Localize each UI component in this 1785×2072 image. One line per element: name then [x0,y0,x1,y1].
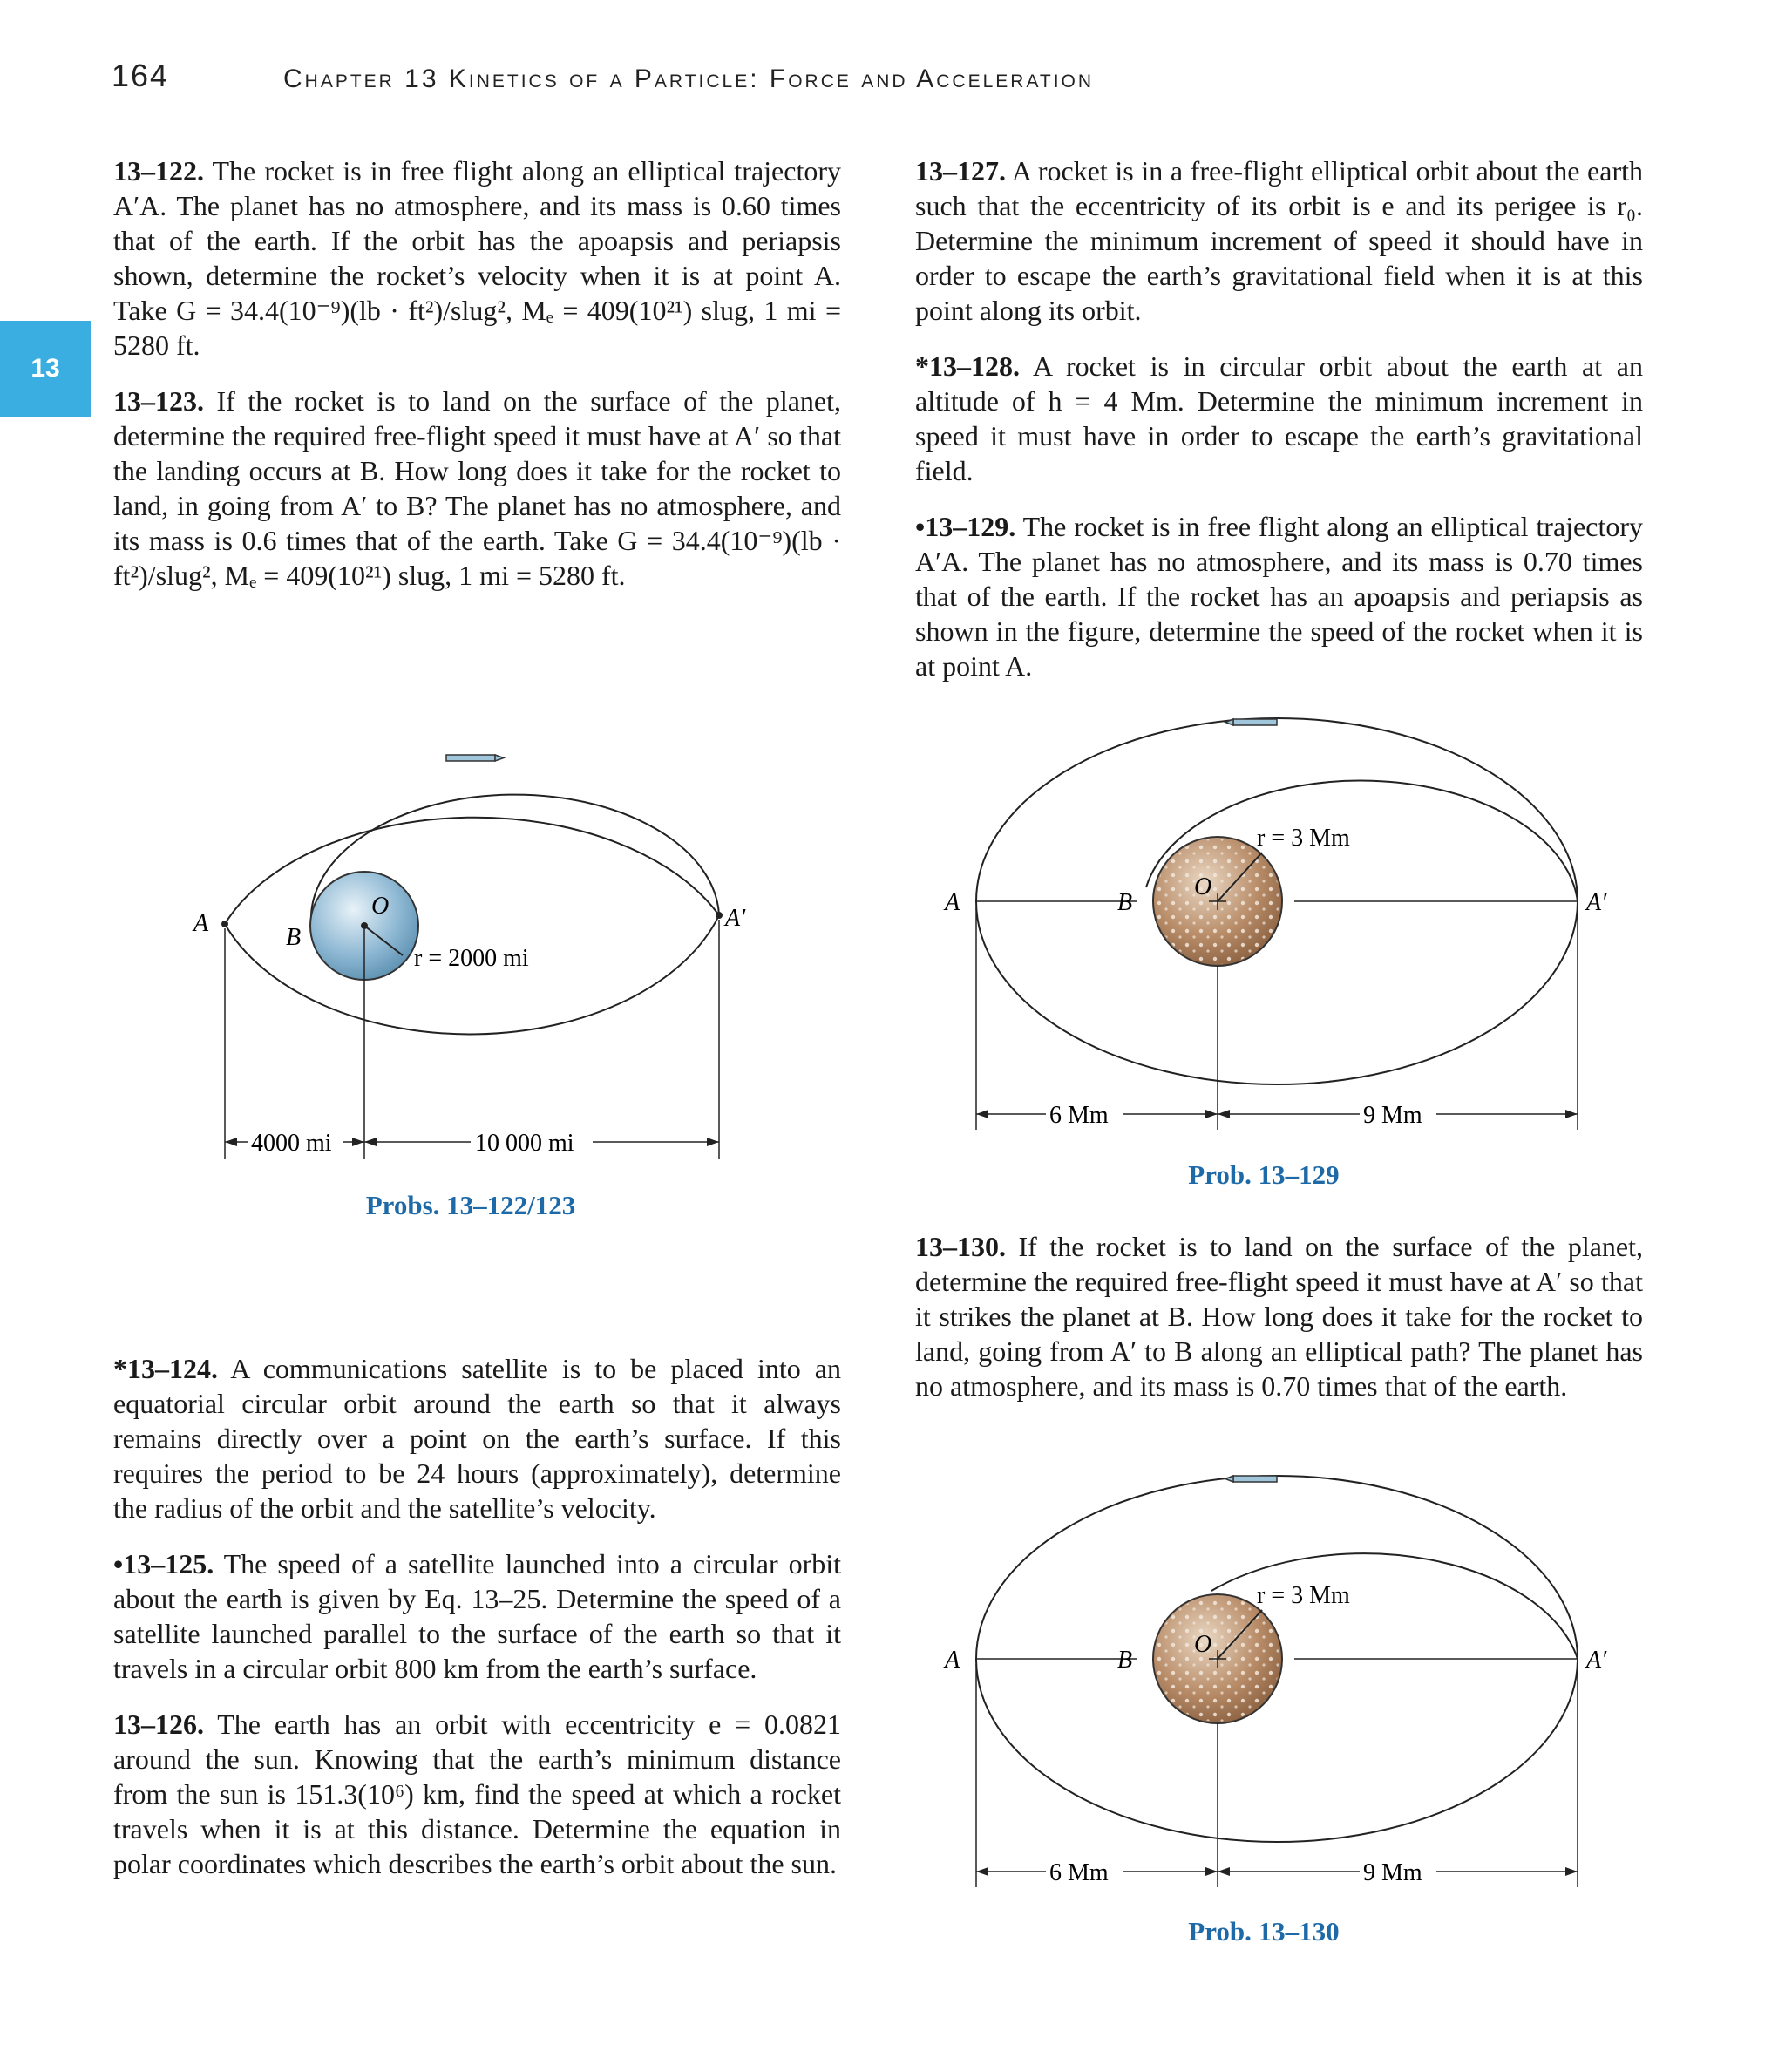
arrow [1205,1867,1218,1876]
problem-text: A rocket is in circular orbit about the earth at an altitude of h = 4 Mm. Determine the minimum increment in speed it must have in order to escape the earth’s gravitational field. [915,350,1644,486]
left-column-bottom [113,1351,841,1881]
dim-right-label: 9 Mm [1363,1859,1422,1886]
arrow [976,1867,988,1876]
problem-text: If the rocket is to land on the surface of the planet, determine the required free-flight speed it must have at A′ so that the landing occurs at B. How long does it take for the rocket to land, in going from A′ to B? The planet has no atmosphere, and its mass is 0.6 times that of the earth. Take G = 34.4(10⁻⁹)(lb · ft²)/slug², Mₑ = 409(10²¹) slug, 1 mi = 5280 ft. [113,385,842,591]
dim-left-label: 4000 mi [251,1130,332,1157]
radius-label: r = 3 Mm [1257,825,1350,852]
figure-13-122-123 [174,741,767,1177]
radius-label: r = 2000 mi [414,945,529,972]
arrow [1205,1110,1218,1118]
problem-number: 13–126. [113,1709,204,1740]
arrow [364,1138,377,1146]
center-dot [361,922,368,929]
problem-number: •13–125. [113,1548,214,1579]
problem-13-130 [915,1229,1643,1403]
label-o: O [371,893,390,920]
label-a-prime: A′ [1586,889,1607,916]
label-o: O [1194,1631,1212,1658]
label-b: B [286,924,302,951]
arrow [352,1138,364,1146]
problem-13-129 [915,509,1643,683]
problem-13-125 [113,1546,841,1686]
problem-13-123 [113,384,841,593]
page-number: 164 [112,58,170,93]
dim-right-label: 9 Mm [1363,1102,1422,1129]
right-column-middle [915,1229,1643,1403]
problem-text: If the rocket is to land on the surface of the planet, determine the required free-flight speed it must have at A′ so that it strikes the planet at B. How long does it take for the rocket to land, going from A′ to B along an elliptical path? The planet has no atmosphere, and its mass is 0.70 times that of the earth. [915,1231,1644,1402]
label-a: A [945,889,960,916]
problem-13-126 [113,1707,841,1881]
label-a-prime: A′ [1586,1647,1607,1674]
arrow [976,1110,988,1118]
problem-number: 13–122. [113,155,204,187]
label-a-prime: A′ [725,905,746,932]
problem-text: The rocket is in free flight along an elliptical trajectory A′A. The planet has no atmosphere, and its mass is 0.60 times that of the earth. If the orbit has the apoapsis and periapsis shown, determine the rocket’s velocity when it is at point A. Take G = 34.4(10⁻⁹)(lb · ft²)/slug², Mₑ = 409(10²¹) slug, 1 mi = 5280 ft. [113,155,842,361]
arrow [707,1138,719,1146]
problem-number: 13–123. [113,385,204,417]
arrow [1218,1867,1230,1876]
rocket-icon [1225,719,1277,725]
dim-left-label: 6 Mm [1049,1859,1109,1886]
figure-13-129 [933,704,1607,1140]
problem-text: The speed of a satellite launched into a circular orbit about the earth is given by Eq. 13–25. Determine the speed of a satellite launched parallel to the surface of the earth so that it travels in a circular orbit 800 km from the earth’s surface. [113,1548,842,1684]
problem-text: The earth has an orbit with eccentricity e = 0.0821 around the sun. Knowing that the earth’s minimum distance from the sun is 151.3(10⁶) km, find the speed at which a rocket travels when it is at this distance. Determine the equation in polar coordinates which describes the earth’s orbit about the sun. [113,1709,842,1879]
chapter-tab: 13 [0,321,91,417]
dim-right-label: 10 000 mi [475,1130,574,1157]
figure-caption-122-123: Probs. 13–122/123 [365,1190,576,1220]
label-a: A [193,910,209,937]
label-b: B [1117,1647,1133,1674]
point-a-prime-dot [716,912,723,919]
label-b: B [1117,889,1133,916]
arrow [1565,1867,1578,1876]
arrow [1218,1110,1230,1118]
label-a: A [945,1647,960,1674]
problem-13-128 [915,349,1643,488]
problem-13-124 [113,1351,841,1525]
problem-number: 13–127. [915,155,1006,187]
chapter-title: Chapter 13 Kinetics of a Particle: Force and Acceleration [283,65,1095,93]
problem-13-122 [113,153,841,363]
rocket-icon [1225,1476,1277,1482]
figure-caption-129: Prob. 13–129 [1188,1159,1340,1190]
rocket-icon [446,755,504,761]
dim-left-label: 6 Mm [1049,1102,1109,1129]
radius-label: r = 3 Mm [1257,1582,1350,1609]
point-a-dot [221,921,228,927]
problem-text: A communications satellite is to be placed into an equatorial circular orbit around the earth so that it always remains directly over a point on the earth’s surface. If this requires the period to be 24 hours (approximately), determine the radius of the orbit and the satellite’s velocity. [113,1353,842,1524]
problem-number: *13–128. [915,350,1020,382]
right-column-top [915,153,1643,683]
left-column-top [113,153,841,593]
problem-text: The rocket is in free flight along an elliptical trajectory A′A. The planet has no atmosphere, and its mass is 0.70 times that of the earth. If the rocket has an apoapsis and periapsis as shown in the figure, determine the speed of the rocket when it is at point A. [915,511,1644,682]
problem-13-127 [915,153,1643,328]
problem-number: •13–129. [915,511,1016,542]
arrow [1565,1110,1578,1118]
arrow [225,1138,237,1146]
problem-number: *13–124. [113,1353,218,1384]
figure-caption-130: Prob. 13–130 [1188,1916,1340,1946]
figure-13-130 [933,1460,1607,1896]
problem-number: 13–130. [915,1231,1006,1262]
label-o: O [1194,873,1212,900]
problem-text: A rocket is in a free-flight elliptical orbit about the earth such that the eccentricity of its orbit is e and its perigee is r₀. Determine the minimum increment of speed it should have in order to escape the earth’s gravitational field when it is at this point along its orbit. [915,155,1644,326]
